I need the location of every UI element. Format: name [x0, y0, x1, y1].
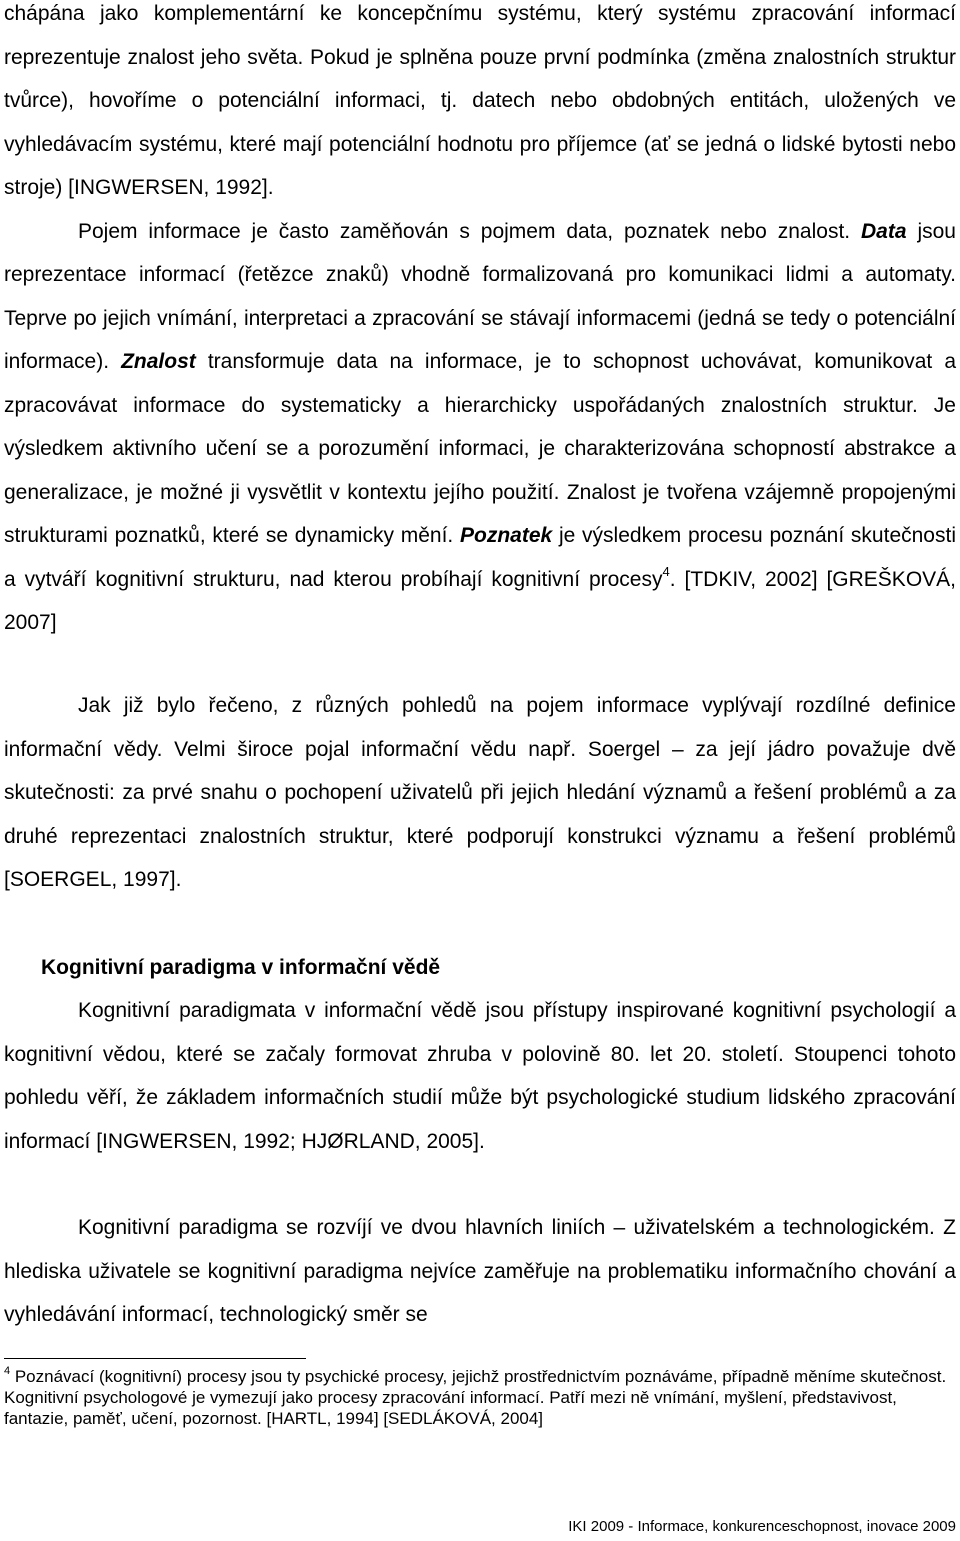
paragraph-text: chápána jako komplementární ke koncepčnímu systému, který systému zpracování informací reprezentuje znalost jeho světa. Pokud je splněna pouze první podmínka (změna znalostních struktur tvůrce), hovoříme o potenciální informaci, tj. datech nebo obdobných entitách, uložených ve vyhledávacím systému, které mají potenciální hodnotu pro příjemce (ať se jedná o lidské bytosti nebo stroje) [INGWERSEN, 1992].: [4, 2, 956, 199]
paragraph-text: je výsledkem procesu poznání skutečnosti a vytváří kognitivní strukturu, nad kterou probíhají kognitivní procesy: [4, 524, 956, 591]
term-znalost: Znalost: [121, 350, 196, 373]
page-footer: IKI 2009 - Informace, konkurenceschopnost, inovace 2009: [568, 1518, 956, 1535]
paragraph-text: Jak již bylo řečeno, z různých pohledů na pojem informace vyplývají rozdílné definice informační vědy. Velmi široce pojal informační vědu např. Soergel – za její jádro považuje dvě skutečnosti: za prvé snahu o pochopení uživatelů při jejich hledání významů a řešení problémů a za druhé reprezentaci znalostních struktur, které podporují konstrukci významu a řešení problémů [SOERGEL, 1997].: [4, 694, 956, 891]
footnote-text: Poznávací (kognitivní) procesy jsou ty psychické procesy, jejichž prostřednictvím poznáváme, případně měníme skutečnost. Kognitivní psychologové je vymezují jako procesy zpracování informací. Patří mezi ně vnímání, myšlení, představivost, fantazie, paměť, učení, pozornost. [HARTL, 1994] [SEDLÁKOVÁ, 2004]: [4, 1367, 947, 1428]
footnote-reference: 4: [662, 563, 670, 579]
footnote-separator: [4, 1358, 306, 1359]
term-data: Data: [861, 219, 907, 243]
paragraph-cognitive-paradigms: [4, 989, 956, 1163]
paragraph-information-concepts: [4, 0, 956, 645]
paragraph-text: jsou reprezentace informací (řetězce znaků) vhodně formalizovaná pro komunikaci lidmi a automaty. Teprve po jejich vnímání, interpretaci a zpracování se stávají informacemi (jedná se tedy o potenciální informace).: [4, 219, 956, 373]
paragraph-text: Kognitivní paradigmata v informační vědě jsou přístupy inspirované kognitivní psychologií a kognitivní vědou, které se začaly formovat zhruba v polovině 80. let 20. století. Stoupenci tohoto pohledu věří, že základem informačních studií může být psychologické studium lidského zpracování informací [INGWERSEN, 1992; HJØRLAND, 2005].: [4, 999, 956, 1153]
paragraph-text: transformuje data na informace, je to schopnost uchovávat, komunikovat a zpracovávat informace do systematicky a hierarchicky uspořádaných znalostních struktur. Je výsledkem aktivního učení se a porozumění informaci, je charakterizována schopností abstrakce a generalizace, je možné ji vysvětlit v kontextu jejího použití. Znalost je tvořena vzájemně propojenými strukturami poznatků, které se dynamicky mění.: [4, 350, 956, 547]
footnote-number: 4: [4, 1365, 11, 1377]
term-poznatek: Poznatek: [460, 524, 553, 547]
section-heading: Kognitivní paradigma v informační vědě: [41, 956, 441, 979]
paragraph-definitions: [4, 684, 956, 902]
paragraph-text: Pojem informace je často zaměňován s pojmem data, poznatek nebo znalost.: [78, 219, 851, 243]
footnote: [4, 1366, 956, 1429]
paragraph-text: . [TDKIV, 2002] [GREŠKOVÁ, 2007]: [4, 567, 956, 634]
paragraph-two-lines: [4, 1206, 956, 1337]
paragraph-text: Kognitivní paradigma se rozvíjí ve dvou hlavních liniích – uživatelském a technologickém. Z hlediska uživatele se kognitivní paradigma nejvíce zaměřuje na problematiku informačního chování a vyhledávání informací, technologický směr se: [4, 1216, 956, 1326]
